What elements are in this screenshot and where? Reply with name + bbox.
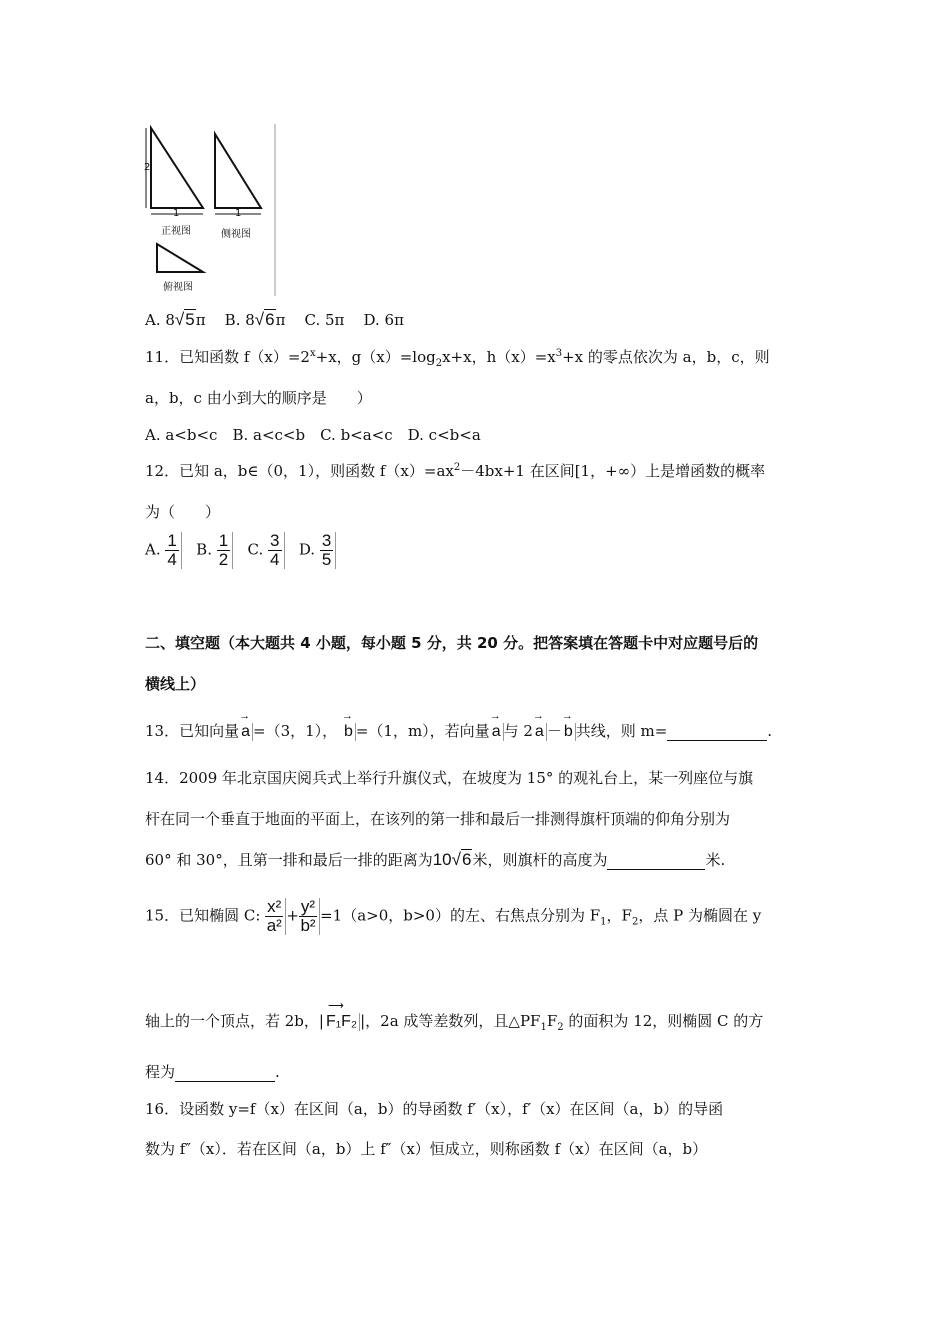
fraction-3-5: $\frac{3}{5}$ <box>320 532 336 569</box>
q10-option-a: A. 8 <box>145 311 175 329</box>
q10-options <box>145 310 404 330</box>
answer-blank[interactable] <box>607 851 705 870</box>
q12-option-d-label: D. <box>298 540 316 559</box>
vector-b: → b <box>562 723 576 741</box>
vector-a: → a <box>533 723 547 741</box>
q12-line-1: 12．已知 a，b∈（0，1），则函数 $f(x)=ax^2-4bx+1$ 在区间[1，+∞）上是增函数的概率 <box>145 462 766 480</box>
q10-option-b: B. 8 <box>224 311 255 329</box>
pi-symbol: π <box>275 311 286 329</box>
three-view-figure <box>143 122 278 298</box>
q12-option-c-label: C. <box>247 540 264 559</box>
answer-blank[interactable] <box>175 1063 275 1082</box>
q12-option-a-label: A. <box>145 540 161 559</box>
top-view-label: 俯视图 <box>163 282 193 293</box>
front-width-label: 1 <box>173 208 180 219</box>
ten-sqrt-6: 10√6 <box>432 850 472 869</box>
pi-symbol: π <box>195 311 206 329</box>
q12-option-b-label: B. <box>196 540 212 559</box>
three-view-drawing <box>143 122 278 298</box>
fraction-1-2: $\frac{1}{2}$ <box>217 532 233 569</box>
vector-a: → a <box>239 723 253 741</box>
q16-line-1: 16．设函数 y=f（x）在区间（a，b）的导函数 f′（x），f′（x）在区间（a，b）的导函 <box>145 1100 724 1118</box>
side-view-label: 侧视图 <box>221 229 251 240</box>
q10-option-d: D. 6π <box>363 311 404 329</box>
q15-line-3: 程为 . <box>145 1063 280 1081</box>
vector-f1f2: ⟶ F₁F₂ <box>324 1013 360 1031</box>
q12-line-2: 为（ ） <box>145 503 221 521</box>
q13-line: 13．已知向量 → a =（3，1）， → b =（1，m），若向量 → a 与 2 → a － → b 共线，则 m= . <box>145 710 773 740</box>
vector-a: → a <box>490 723 504 741</box>
vector-b: → b <box>342 723 356 741</box>
fraction-1-4: $\frac{1}{4}$ <box>165 532 181 569</box>
q11-line-2: a，b，c 由小到大的顺序是 ） <box>145 389 372 407</box>
sqrt-6: √6 <box>254 310 275 329</box>
answer-blank[interactable] <box>667 722 767 741</box>
q14-line-1: 14．2009 年北京国庆阅兵式上举行升旗仪式，在坡度为 15° 的观礼台上，某一列座位与旗 <box>145 769 754 787</box>
q15-line-2: 轴上的一个顶点，若 2b，| ⟶ F₁F₂ |，2a 成等差数列，且$\triangle PF_1F_2$ 的面积为 12，则椭圆 C 的方 <box>145 1000 764 1033</box>
q14-line-3: 60° 和 30°，且第一排和最后一排的距离为10√6米，则旗杆的高度为 米. <box>145 850 726 869</box>
q14-line-2: 杆在同一个垂直于地面的平面上，在该列的第一排和最后一排测得旗杆顶端的仰角分别为 <box>145 810 731 828</box>
fraction-y2-b2: $\frac{\text{y²}}{\text{b²}}$ <box>299 898 320 935</box>
section-2-heading-cont: 横线上） <box>145 675 206 693</box>
q12-options <box>145 532 336 569</box>
q15-line-1: 15．已知椭圆 C: $\frac{\text{x²}}{\text{a²}}$ + $\frac{\text{y²}}{\text{b²}}$ =1（a>0，b>0）的左、右焦点分别为 $F_1$，$F_2$，点 P 为椭圆在 y <box>145 897 762 935</box>
q11-options: A. a<b<c B. a<c<b C. b<a<c D. c<b<a <box>145 426 481 444</box>
q10-option-c: C. 5π <box>304 311 345 329</box>
q16-line-2: 数为 f″（x）．若在区间（a，b）上 f″（x）恒成立，则称函数 f（x）在区间（a，b） <box>145 1140 708 1158</box>
front-view-label: 正视图 <box>161 226 191 237</box>
q11-line-1: 11．已知函数 $f(x)=2^x+x$，$g(x)=\log_2x+x$，$h(x)=x^3+x$ 的零点依次为 a，b，c，则 <box>145 348 770 369</box>
height-label: 2 <box>144 162 151 173</box>
side-width-label: 1 <box>235 208 242 219</box>
section-2-heading: 二、填空题（本大题共 4 小题，每小题 5 分，共 20 分。把答案填在答题卡中对应题号后的 <box>145 634 759 652</box>
sqrt-5: √5 <box>174 310 195 329</box>
fraction-x2-a2: $\frac{\text{x²}}{\text{a²}}$ <box>265 898 286 935</box>
fraction-3-4: $\frac{3}{4}$ <box>268 532 284 569</box>
